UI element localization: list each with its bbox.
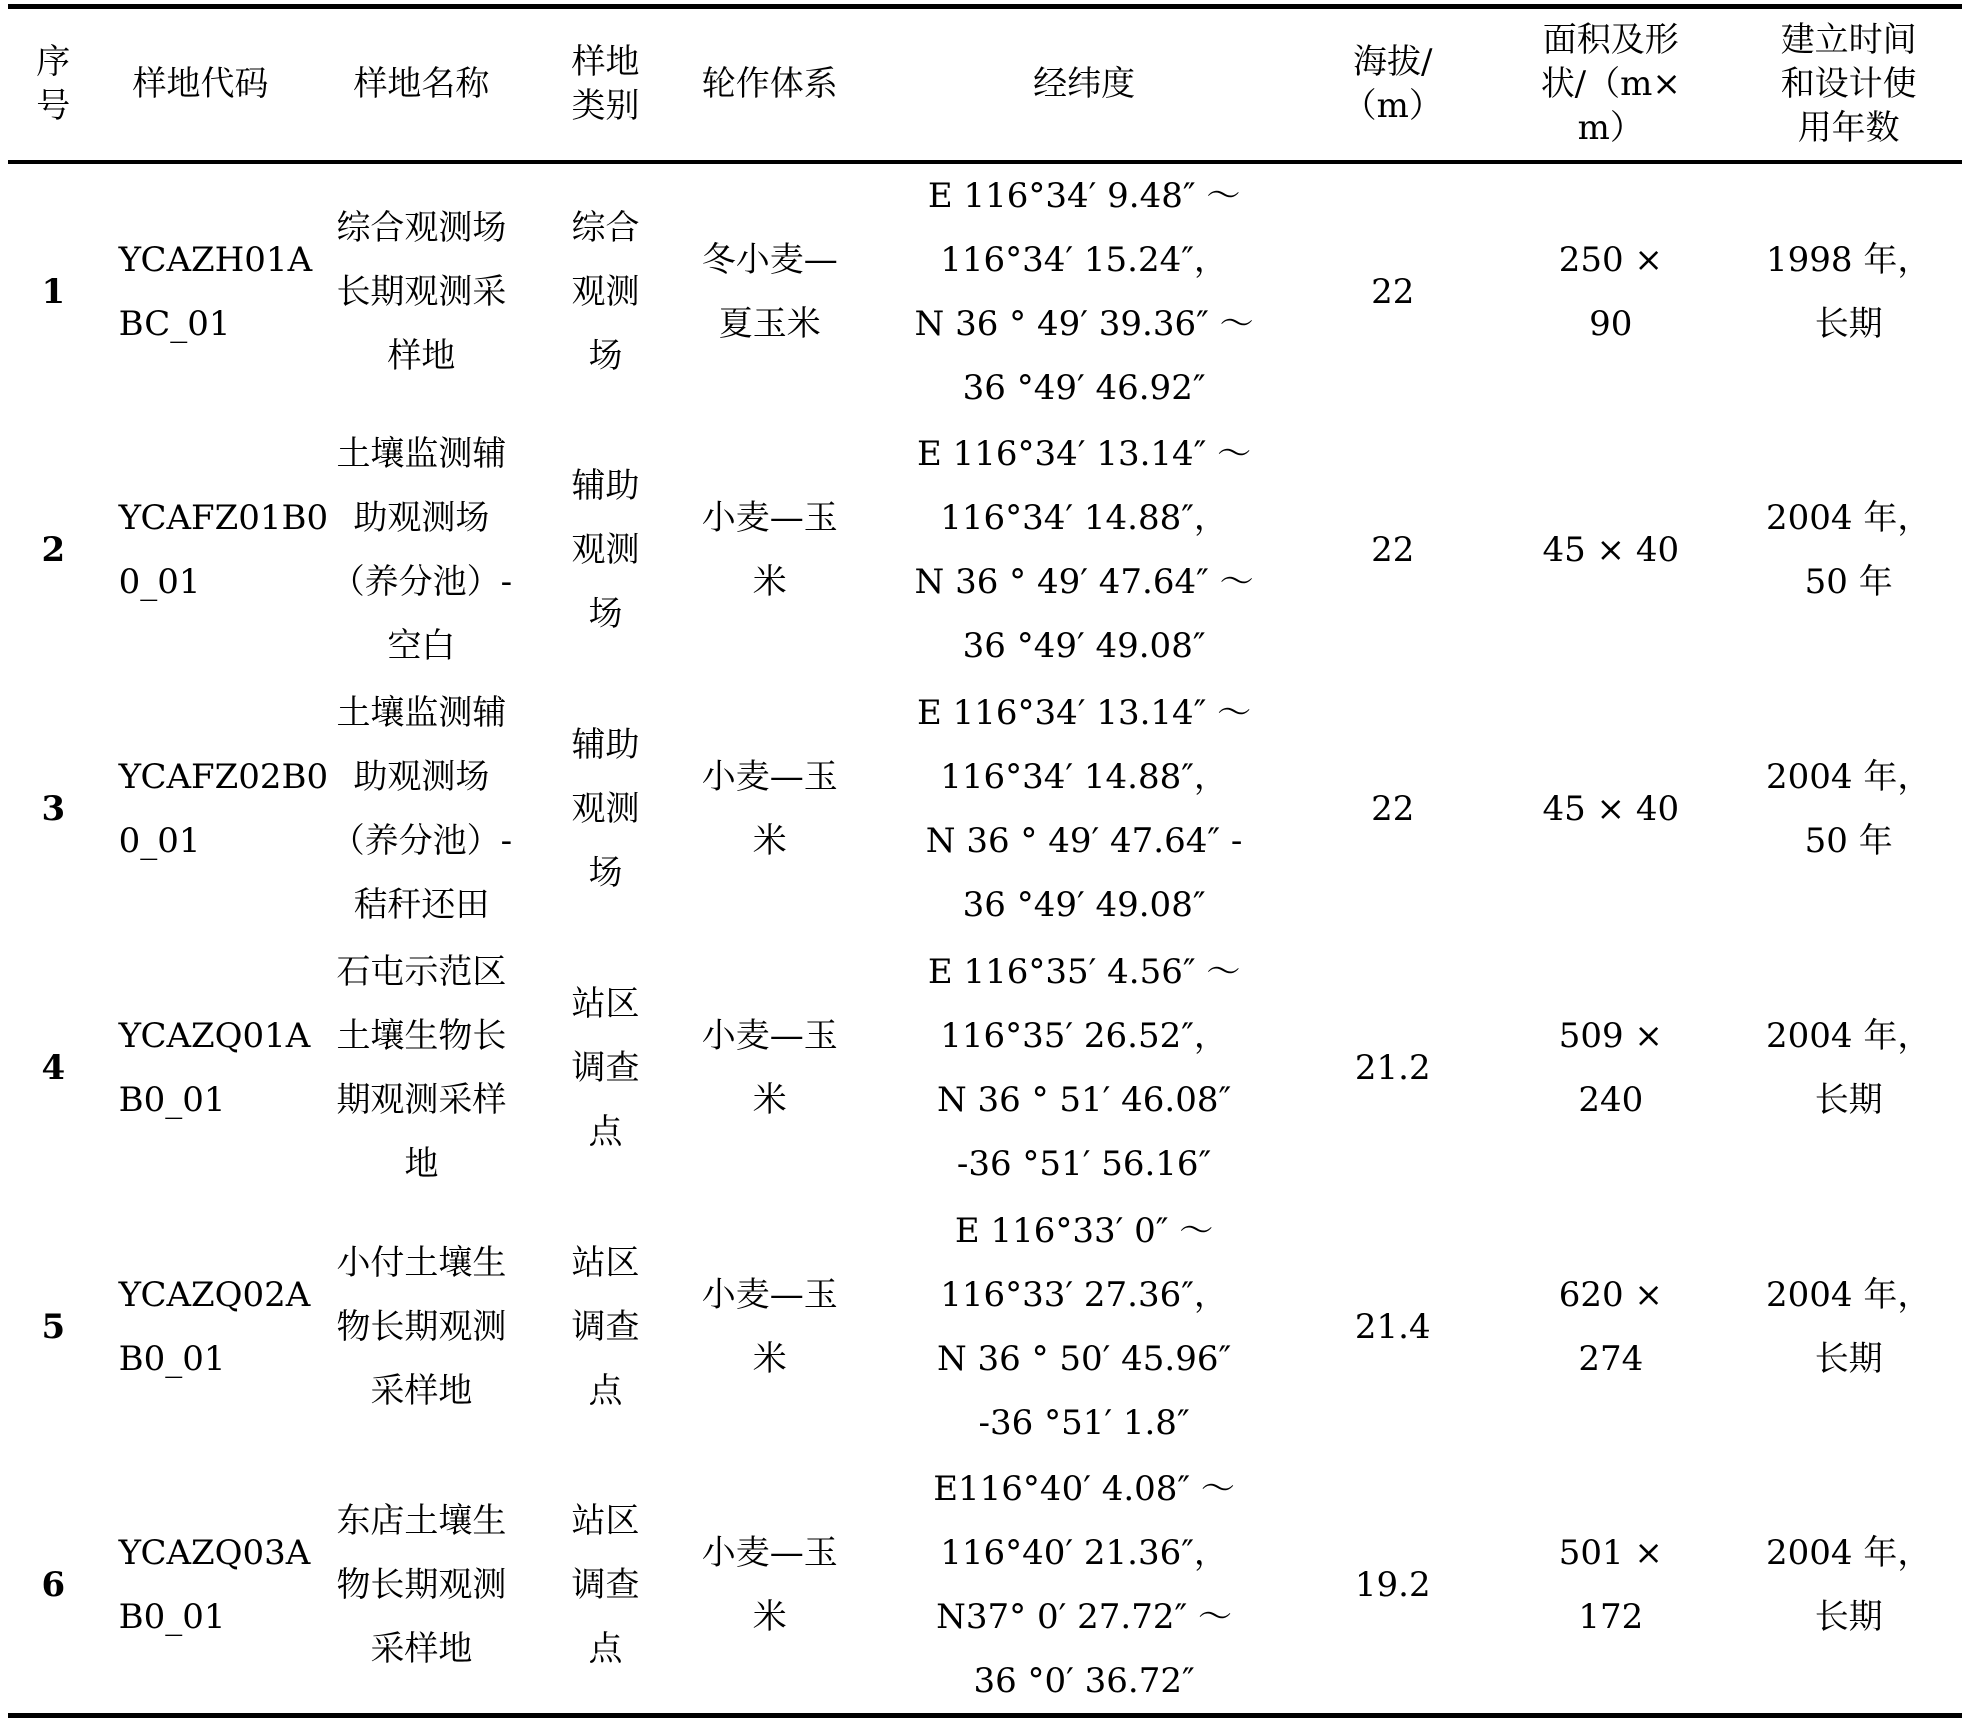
header-coords: 经纬度 bbox=[869, 7, 1299, 162]
cell-coordinates-line: 36 °0′ 36.72″ bbox=[973, 1660, 1195, 1701]
cell-plot-type-line: 场 bbox=[588, 336, 623, 376]
cell-plot-name bbox=[303, 421, 541, 680]
cell-altitude: 22 bbox=[1371, 789, 1415, 829]
header-no: 序 号 bbox=[8, 7, 99, 162]
cell-established-years-line: 长期 bbox=[1814, 1080, 1883, 1120]
cell-rotation-line: 小麦—玉 bbox=[701, 1532, 838, 1573]
cell-plot-code-line: 0_01 bbox=[118, 562, 201, 602]
cell-coordinates-line: 116°33′ 27.36″， bbox=[940, 1275, 1228, 1315]
cell-plot-name bbox=[303, 162, 541, 421]
cell-rotation bbox=[671, 939, 869, 1198]
cell-plot-name-line: 综合观测场 bbox=[336, 208, 507, 248]
table-row bbox=[8, 162, 1962, 421]
cell-coordinates bbox=[869, 1198, 1299, 1457]
cell-area-shape-line: 509 × bbox=[1558, 1016, 1663, 1056]
cell-plot-type-line: 点 bbox=[588, 1628, 623, 1669]
cell-no: 1 bbox=[41, 272, 66, 312]
cell-established-years-line: 1998 年， bbox=[1766, 240, 1932, 280]
cell-plot-name bbox=[303, 1198, 541, 1457]
header-code: 样地代码 bbox=[99, 7, 303, 162]
cell-plot-name-line: 助观测场 bbox=[353, 498, 490, 538]
cell-coordinates-line: 116°34′ 15.24″， bbox=[940, 240, 1228, 280]
cell-area-shape-line: 250 × bbox=[1558, 240, 1663, 280]
table-row bbox=[8, 680, 1962, 939]
cell-coordinates-line: 36 °49′ 49.08″ bbox=[962, 885, 1206, 925]
cell-coordinates-line: -36 °51′ 1.8″ bbox=[978, 1403, 1190, 1443]
cell-area-shape bbox=[1486, 421, 1735, 680]
cell-plot-name-line: 东店土壤生 bbox=[336, 1500, 507, 1541]
cell-rotation-line: 小麦—玉 bbox=[701, 1016, 838, 1056]
cell-established-years-line: 2004 年， bbox=[1766, 1016, 1932, 1056]
cell-established-years bbox=[1735, 1198, 1962, 1457]
cell-plot-type bbox=[540, 1198, 670, 1457]
cell-plot-type-line: 点 bbox=[588, 1112, 623, 1152]
cell-no: 2 bbox=[41, 530, 66, 570]
cell-rotation-line: 小麦—玉 bbox=[701, 1275, 838, 1315]
cell-established-years bbox=[1735, 680, 1962, 939]
cell-plot-name-line: 小付土壤生 bbox=[336, 1243, 507, 1283]
cell-plot-code bbox=[99, 939, 311, 1198]
cell-coordinates-line: E 116°33′ 0″ ～ bbox=[954, 1211, 1214, 1251]
cell-rotation-line: 小麦—玉 bbox=[701, 498, 838, 538]
cell-plot-type-line: 观测 bbox=[571, 272, 640, 312]
cell-plot-code bbox=[99, 1457, 311, 1716]
cell-coordinates-line: N 36 ° 51′ 46.08″ bbox=[936, 1080, 1232, 1120]
table-row bbox=[8, 1198, 1962, 1457]
cell-rotation-line: 夏玉米 bbox=[718, 304, 821, 344]
cell-coordinates-line: N37° 0′ 27.72″ ～ bbox=[936, 1596, 1232, 1637]
cell-plot-type-line: 站区 bbox=[571, 984, 640, 1024]
cell-established-years-line: 长期 bbox=[1814, 1339, 1883, 1379]
cell-plot-type-line: 场 bbox=[588, 594, 623, 634]
cell-altitude: 22 bbox=[1371, 272, 1415, 312]
cell-plot-name bbox=[303, 680, 541, 939]
cell-plot-code bbox=[99, 162, 313, 421]
cell-plot-code-line: YCAZQ02A bbox=[118, 1275, 311, 1315]
cell-plot-type-line: 辅助 bbox=[571, 725, 640, 765]
cell-coordinates-line: E 116°34′ 9.48″ ～ bbox=[927, 176, 1241, 216]
cell-plot-code bbox=[99, 421, 329, 680]
cell-area-shape bbox=[1486, 162, 1735, 421]
cell-area-shape-line: 45 × 40 bbox=[1542, 530, 1680, 570]
cell-plot-name-line: 采样地 bbox=[370, 1628, 473, 1669]
cell-coordinates-line: 116°40′ 21.36″， bbox=[940, 1532, 1228, 1573]
plot-info-table bbox=[8, 4, 1962, 1718]
cell-plot-type bbox=[540, 162, 670, 421]
cell-plot-code bbox=[99, 680, 329, 939]
table-row bbox=[8, 1457, 1962, 1716]
cell-plot-type bbox=[540, 939, 670, 1198]
cell-area-shape-line: 240 bbox=[1578, 1080, 1644, 1120]
cell-area-shape-line: 90 bbox=[1589, 304, 1633, 344]
cell-area-shape bbox=[1486, 939, 1735, 1198]
cell-established-years-line: 2004 年， bbox=[1766, 757, 1932, 797]
cell-plot-type-line: 调查 bbox=[571, 1307, 640, 1347]
cell-coordinates-line: E 116°34′ 13.14″ ～ bbox=[917, 693, 1252, 733]
cell-coordinates-line: 116°35′ 26.52″， bbox=[940, 1016, 1228, 1056]
table-row bbox=[8, 421, 1962, 680]
cell-area-shape-line: 172 bbox=[1578, 1596, 1644, 1637]
cell-plot-code-line: YCAZQ03A bbox=[118, 1532, 311, 1573]
header-area: 面积及形 状/（m× m） bbox=[1486, 7, 1735, 162]
cell-rotation-line: 米 bbox=[752, 821, 787, 861]
cell-plot-name-line: 空白 bbox=[387, 626, 456, 666]
cell-rotation-line: 米 bbox=[752, 562, 787, 602]
header-altitude: 海拔/ （m） bbox=[1299, 7, 1486, 162]
header-name: 样地名称 bbox=[303, 7, 541, 162]
cell-plot-type bbox=[540, 680, 670, 939]
cell-plot-type-line: 调查 bbox=[571, 1048, 640, 1088]
cell-plot-name-line: 土壤监测辅 bbox=[336, 434, 507, 474]
cell-plot-type-line: 观测 bbox=[571, 789, 640, 829]
cell-plot-code-line: B0_01 bbox=[118, 1339, 226, 1379]
cell-rotation-line: 米 bbox=[752, 1339, 787, 1379]
cell-rotation-line: 米 bbox=[752, 1596, 787, 1637]
cell-plot-type-line: 观测 bbox=[571, 530, 640, 570]
cell-coordinates-line: N 36 ° 49′ 47.64″ - bbox=[925, 821, 1243, 861]
cell-altitude: 22 bbox=[1371, 530, 1415, 570]
cell-coordinates-line: N 36 ° 49′ 47.64″ ～ bbox=[914, 562, 1254, 602]
cell-plot-code-line: YCAFZ02B0 bbox=[118, 757, 329, 797]
cell-plot-type-line: 综合 bbox=[571, 208, 640, 248]
cell-rotation bbox=[671, 421, 869, 680]
cell-plot-type-line: 调查 bbox=[571, 1564, 640, 1605]
cell-area-shape-line: 620 × bbox=[1558, 1275, 1663, 1315]
cell-coordinates-line: E 116°34′ 13.14″ ～ bbox=[917, 434, 1252, 474]
cell-area-shape-line: 45 × 40 bbox=[1542, 789, 1680, 829]
table-body bbox=[8, 162, 1962, 1716]
cell-coordinates bbox=[869, 1457, 1299, 1716]
cell-plot-type-line: 站区 bbox=[571, 1243, 640, 1283]
cell-plot-type-line: 场 bbox=[588, 853, 623, 893]
cell-plot-code-line: 0_01 bbox=[118, 821, 201, 861]
cell-plot-code-line: YCAZH01A bbox=[118, 240, 313, 280]
header-years: 建立时间 和设计使 用年数 bbox=[1735, 7, 1962, 162]
cell-established-years-line: 50 年 bbox=[1804, 821, 1893, 861]
cell-plot-code-line: BC_01 bbox=[118, 304, 231, 344]
cell-plot-code-line: B0_01 bbox=[118, 1080, 226, 1120]
cell-plot-code-line: B0_01 bbox=[118, 1596, 226, 1637]
cell-plot-type bbox=[540, 1457, 670, 1716]
cell-area-shape bbox=[1486, 1457, 1735, 1716]
cell-plot-name-line: 物长期观测 bbox=[336, 1564, 507, 1605]
cell-established-years-line: 2004 年， bbox=[1766, 1532, 1932, 1573]
cell-no: 6 bbox=[8, 1457, 99, 1716]
cell-rotation bbox=[671, 1198, 869, 1457]
cell-rotation bbox=[671, 680, 869, 939]
header-row bbox=[8, 7, 1962, 162]
cell-established-years bbox=[1735, 421, 1962, 680]
cell-established-years bbox=[1735, 939, 1962, 1198]
cell-plot-name bbox=[303, 1457, 541, 1716]
header-rotation: 轮作体系 bbox=[671, 7, 869, 162]
cell-coordinates-line: 116°34′ 14.88″， bbox=[940, 498, 1228, 538]
table-row bbox=[8, 939, 1962, 1198]
cell-plot-type-line: 辅助 bbox=[571, 466, 640, 506]
cell-coordinates-line: E116°40′ 4.08″ ～ bbox=[933, 1468, 1235, 1509]
cell-rotation-line: 冬小麦— bbox=[701, 240, 838, 280]
cell-plot-name bbox=[303, 939, 541, 1198]
cell-plot-name-line: 长期观测采 bbox=[336, 272, 507, 312]
cell-plot-code bbox=[99, 1198, 311, 1457]
cell-coordinates bbox=[869, 680, 1299, 939]
cell-coordinates-line: N 36 ° 49′ 39.36″ ～ bbox=[914, 304, 1254, 344]
cell-coordinates bbox=[869, 162, 1299, 421]
cell-plot-code-line: YCAZQ01A bbox=[118, 1016, 311, 1056]
header-type: 样地 类别 bbox=[540, 7, 670, 162]
cell-rotation bbox=[671, 162, 869, 421]
document-page bbox=[8, 0, 1962, 1731]
cell-plot-name-line: 期观测采样 bbox=[336, 1080, 507, 1120]
cell-coordinates bbox=[869, 421, 1299, 680]
cell-established-years-line: 长期 bbox=[1814, 1596, 1883, 1637]
cell-rotation-line: 小麦—玉 bbox=[701, 757, 838, 797]
cell-coordinates-line: 116°34′ 14.88″， bbox=[940, 757, 1228, 797]
cell-plot-name-line: 土壤监测辅 bbox=[336, 693, 507, 733]
cell-plot-type-line: 站区 bbox=[571, 1500, 640, 1541]
cell-no: 3 bbox=[41, 789, 66, 829]
cell-altitude: 21.4 bbox=[1354, 1307, 1431, 1347]
cell-coordinates-line: 36 °49′ 49.08″ bbox=[962, 626, 1206, 666]
cell-no: 5 bbox=[41, 1307, 66, 1347]
cell-plot-name-line: （养分池）- bbox=[330, 562, 513, 602]
cell-plot-name-line: 助观测场 bbox=[353, 757, 490, 797]
cell-established-years-line: 2004 年， bbox=[1766, 1275, 1932, 1315]
cell-coordinates-line: -36 °51′ 56.16″ bbox=[956, 1144, 1212, 1184]
cell-coordinates bbox=[869, 939, 1299, 1198]
cell-established-years bbox=[1735, 162, 1962, 421]
cell-plot-name-line: 采样地 bbox=[370, 1371, 473, 1411]
cell-rotation bbox=[671, 1457, 869, 1716]
cell-plot-name-line: 土壤生物长 bbox=[336, 1016, 507, 1056]
cell-plot-type bbox=[540, 421, 670, 680]
cell-plot-name-line: 秸秆还田 bbox=[353, 885, 490, 925]
cell-altitude: 21.2 bbox=[1354, 1048, 1431, 1088]
cell-no: 4 bbox=[41, 1048, 66, 1088]
cell-altitude: 19.2 bbox=[1299, 1457, 1486, 1716]
cell-plot-name-line: 样地 bbox=[387, 336, 456, 376]
cell-established-years-line: 2004 年， bbox=[1766, 498, 1932, 538]
cell-coordinates-line: N 36 ° 50′ 45.96″ bbox=[936, 1339, 1232, 1379]
cell-plot-name-line: （养分池）- bbox=[330, 821, 513, 861]
cell-established-years bbox=[1735, 1457, 1962, 1716]
cell-coordinates-line: 36 °49′ 46.92″ bbox=[962, 368, 1206, 408]
cell-coordinates-line: E 116°35′ 4.56″ ～ bbox=[927, 952, 1241, 992]
cell-plot-name-line: 地 bbox=[404, 1144, 439, 1184]
cell-plot-name-line: 石屯示范区 bbox=[336, 952, 507, 992]
cell-established-years-line: 长期 bbox=[1814, 304, 1883, 344]
cell-plot-type-line: 点 bbox=[588, 1371, 623, 1411]
cell-area-shape-line: 274 bbox=[1578, 1339, 1644, 1379]
cell-plot-name-line: 物长期观测 bbox=[336, 1307, 507, 1347]
cell-rotation-line: 米 bbox=[752, 1080, 787, 1120]
cell-area-shape-line: 501 × bbox=[1558, 1532, 1663, 1573]
cell-area-shape bbox=[1486, 1198, 1735, 1457]
cell-area-shape bbox=[1486, 680, 1735, 939]
cell-established-years-line: 50 年 bbox=[1804, 562, 1893, 602]
cell-plot-code-line: YCAFZ01B0 bbox=[118, 498, 329, 538]
